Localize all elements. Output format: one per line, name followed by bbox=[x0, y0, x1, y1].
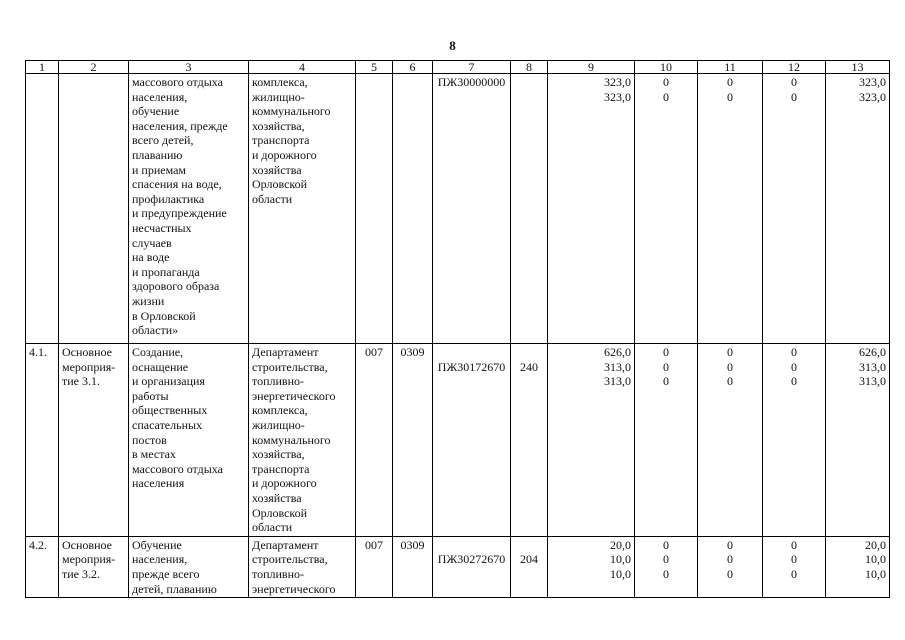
row-number: 4.2. bbox=[26, 536, 59, 597]
amount-col12: 0 0 0 bbox=[763, 536, 826, 597]
amount-col13: 323,0 323,0 bbox=[826, 74, 890, 344]
expense-type: 240 bbox=[511, 344, 548, 537]
program-table bbox=[25, 60, 890, 598]
amount-col10: 0 0 0 bbox=[635, 344, 698, 537]
amount-col13: 20,0 10,0 10,0 bbox=[826, 536, 890, 597]
amount-col11: 0 0 0 bbox=[698, 536, 763, 597]
responsible-executor: Департамент строительства, топливно- энергетического bbox=[249, 536, 356, 597]
col-header: 12 bbox=[763, 61, 826, 74]
amount-col11: 0 0 0 bbox=[698, 344, 763, 537]
col-header: 9 bbox=[548, 61, 635, 74]
amount-col10: 0 0 0 bbox=[635, 536, 698, 597]
amount-col12: 0 0 bbox=[763, 74, 826, 344]
measure-description: массового отдыха населения, обучение населения, прежде всего детей, плаванию и приемам спасения на воде, профилактика и предупреждение несчастных случаев на воде и пропаганда здорового образа жизни в Орловской области» bbox=[129, 74, 249, 344]
amount-col10: 0 0 bbox=[635, 74, 698, 344]
section-code bbox=[393, 74, 433, 344]
col-header: 6 bbox=[393, 61, 433, 74]
responsible-executor: Департамент строительства, топливно- энергетического комплекса, жилищно- коммунального хозяйства, транспорта и дорожного хозяйства Орловской области bbox=[249, 344, 356, 537]
col-header: 1 bbox=[26, 61, 59, 74]
measure-description: Обучение населения, прежде всего детей, плаванию bbox=[129, 536, 249, 597]
col-header: 7 bbox=[433, 61, 511, 74]
expense-type bbox=[511, 74, 548, 344]
target-article: ПЖ30000000 bbox=[433, 74, 511, 344]
col-header: 3 bbox=[129, 61, 249, 74]
amount-total: 323,0 323,0 bbox=[548, 74, 635, 344]
row-number: 4.1. bbox=[26, 344, 59, 537]
col-header: 4 bbox=[249, 61, 356, 74]
col-header: 13 bbox=[826, 61, 890, 74]
col-header: 10 bbox=[635, 61, 698, 74]
section-code: 0309 bbox=[393, 344, 433, 537]
amount-col13: 626,0 313,0 313,0 bbox=[826, 344, 890, 537]
measure-name: Основное мероприя- тие 3.2. bbox=[59, 536, 129, 597]
amount-col12: 0 0 0 bbox=[763, 344, 826, 537]
measure-name: Основное мероприя- тие 3.1. bbox=[59, 344, 129, 537]
table-row bbox=[26, 74, 890, 344]
table-header-row bbox=[26, 61, 890, 74]
table-row bbox=[26, 536, 890, 597]
amount-col11: 0 0 bbox=[698, 74, 763, 344]
amount-total: 20,0 10,0 10,0 bbox=[548, 536, 635, 597]
page-number: 8 bbox=[449, 38, 456, 53]
measure-name bbox=[59, 74, 129, 344]
target-article: ПЖ30272670 bbox=[433, 536, 511, 597]
col-header: 5 bbox=[356, 61, 393, 74]
table-row bbox=[26, 344, 890, 537]
responsible-executor: комплекса, жилищно- коммунального хозяйства, транспорта и дорожного хозяйства Орловской области bbox=[249, 74, 356, 344]
target-article: ПЖ30172670 bbox=[433, 344, 511, 537]
measure-description: Создание, оснащение и организация работы общественных спасательных постов в местах массового отдыха населения bbox=[129, 344, 249, 537]
grbs-code bbox=[356, 74, 393, 344]
col-header: 8 bbox=[511, 61, 548, 74]
col-header: 11 bbox=[698, 61, 763, 74]
grbs-code: 007 bbox=[356, 344, 393, 537]
row-number bbox=[26, 74, 59, 344]
grbs-code: 007 bbox=[356, 536, 393, 597]
col-header: 2 bbox=[59, 61, 129, 74]
section-code: 0309 bbox=[393, 536, 433, 597]
amount-total: 626,0 313,0 313,0 bbox=[548, 344, 635, 537]
expense-type: 204 bbox=[511, 536, 548, 597]
